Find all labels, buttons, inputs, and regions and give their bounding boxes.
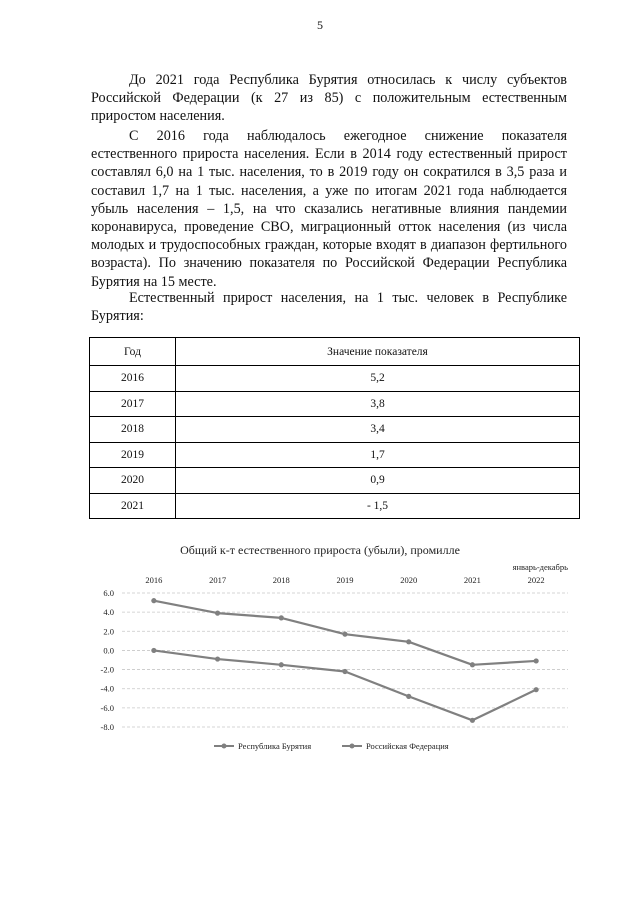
y-tick-label: -2.0 xyxy=(100,664,114,675)
paragraph-text: Естественный прирост населения, на 1 тыс. человек в Республике Бурятия: xyxy=(91,290,567,325)
table-caption xyxy=(91,289,567,325)
data-point-buryatia xyxy=(279,615,284,620)
chart-legend xyxy=(214,741,449,751)
data-point-russia xyxy=(215,656,220,661)
cell-value: 3,4 xyxy=(176,417,580,443)
x-tick-label: 2016 xyxy=(145,575,163,585)
data-point-russia xyxy=(151,648,156,653)
data-point-russia xyxy=(534,687,539,692)
table-header-row xyxy=(90,338,580,366)
table-row xyxy=(90,442,580,468)
chart-x-ticks xyxy=(145,575,544,585)
y-tick-label: 6.0 xyxy=(103,588,114,598)
y-tick-label: -6.0 xyxy=(100,702,114,713)
paragraph-text: С 2016 года наблюдалось ежегодное снижение показателя естественного прироста населения. Если в 2014 году естественный прирост составлял 6,0 на 1 тыс. населения, то в 2019 году он сократился в 3,5 раза и составил 1,7 на 1 тыс. населения, а уже по итогам 2021 года наблюдается убыль населения – 1,5, на что сказались негативные влияния пандемии коронавируса, проведение СВО, миграционный отток населения (из числа молодых и трудоспособных граждан, которые входят в диапазон фертильного возраста). По значению показателя по Российской Федерации Республика Бурятия на 15 месте. xyxy=(91,128,567,290)
cell-value: 1,7 xyxy=(176,442,580,468)
data-point-russia xyxy=(342,669,347,674)
legend-marker-buryatia xyxy=(222,744,227,749)
cell-value: - 1,5 xyxy=(176,493,580,519)
legend-label-russia: Российская Федерация xyxy=(366,741,449,751)
data-point-russia xyxy=(279,662,284,667)
chart-category-note: январь-декабрь xyxy=(512,562,568,572)
header-year: Год xyxy=(90,338,176,366)
x-tick-label: 2017 xyxy=(209,575,227,585)
paragraph-text: До 2021 года Республика Бурятия относилась к числу субъектов Российской Федерации (к 27 из 85) с положительным естественным приростом населения. xyxy=(91,72,567,125)
header-value: Значение показателя xyxy=(176,338,580,366)
paragraph-decline xyxy=(91,127,567,291)
x-tick-label: 2018 xyxy=(272,575,290,585)
cell-year: 2017 xyxy=(90,391,176,417)
data-point-buryatia xyxy=(534,658,539,663)
cell-year: 2019 xyxy=(90,442,176,468)
table-row xyxy=(90,366,580,392)
cell-year: 2020 xyxy=(90,468,176,494)
data-point-buryatia xyxy=(342,632,347,637)
growth-chart xyxy=(80,534,580,764)
y-tick-label: 4.0 xyxy=(103,607,114,618)
legend-label-buryatia: Республика Бурятия xyxy=(238,741,312,751)
x-tick-label: 2021 xyxy=(463,575,481,585)
data-point-russia xyxy=(470,718,475,723)
page-number: 5 xyxy=(317,18,323,32)
table-row xyxy=(90,391,580,417)
table-row xyxy=(90,468,580,494)
table-row xyxy=(90,493,580,519)
y-tick-label: 2.0 xyxy=(103,626,114,637)
cell-year: 2018 xyxy=(90,417,176,443)
data-point-russia xyxy=(406,694,411,699)
x-tick-label: 2020 xyxy=(400,575,418,585)
data-point-buryatia xyxy=(470,662,475,667)
data-point-buryatia xyxy=(151,598,156,603)
legend-marker-russia xyxy=(350,744,355,749)
data-point-buryatia xyxy=(406,639,411,644)
y-tick-label: -8.0 xyxy=(100,722,114,732)
cell-value: 3,8 xyxy=(176,391,580,417)
cell-value: 0,9 xyxy=(176,468,580,494)
chart-y-ticks xyxy=(101,588,114,732)
y-tick-label: -4.0 xyxy=(100,683,114,694)
x-tick-label: 2019 xyxy=(336,575,354,585)
table-row xyxy=(90,417,580,443)
cell-year: 2016 xyxy=(90,366,176,392)
chart-title: Общий к-т естественного прироста (убыли), промилле xyxy=(180,543,460,557)
paragraph-positive-growth xyxy=(91,71,567,126)
growth-table xyxy=(89,337,580,519)
series-line-russia xyxy=(154,650,536,720)
cell-value: 5,2 xyxy=(176,366,580,392)
chart-series xyxy=(151,598,538,723)
cell-year: 2021 xyxy=(90,493,176,519)
x-tick-label: 2022 xyxy=(527,575,545,585)
y-tick-label: 0.0 xyxy=(103,645,114,656)
data-point-buryatia xyxy=(215,611,220,616)
